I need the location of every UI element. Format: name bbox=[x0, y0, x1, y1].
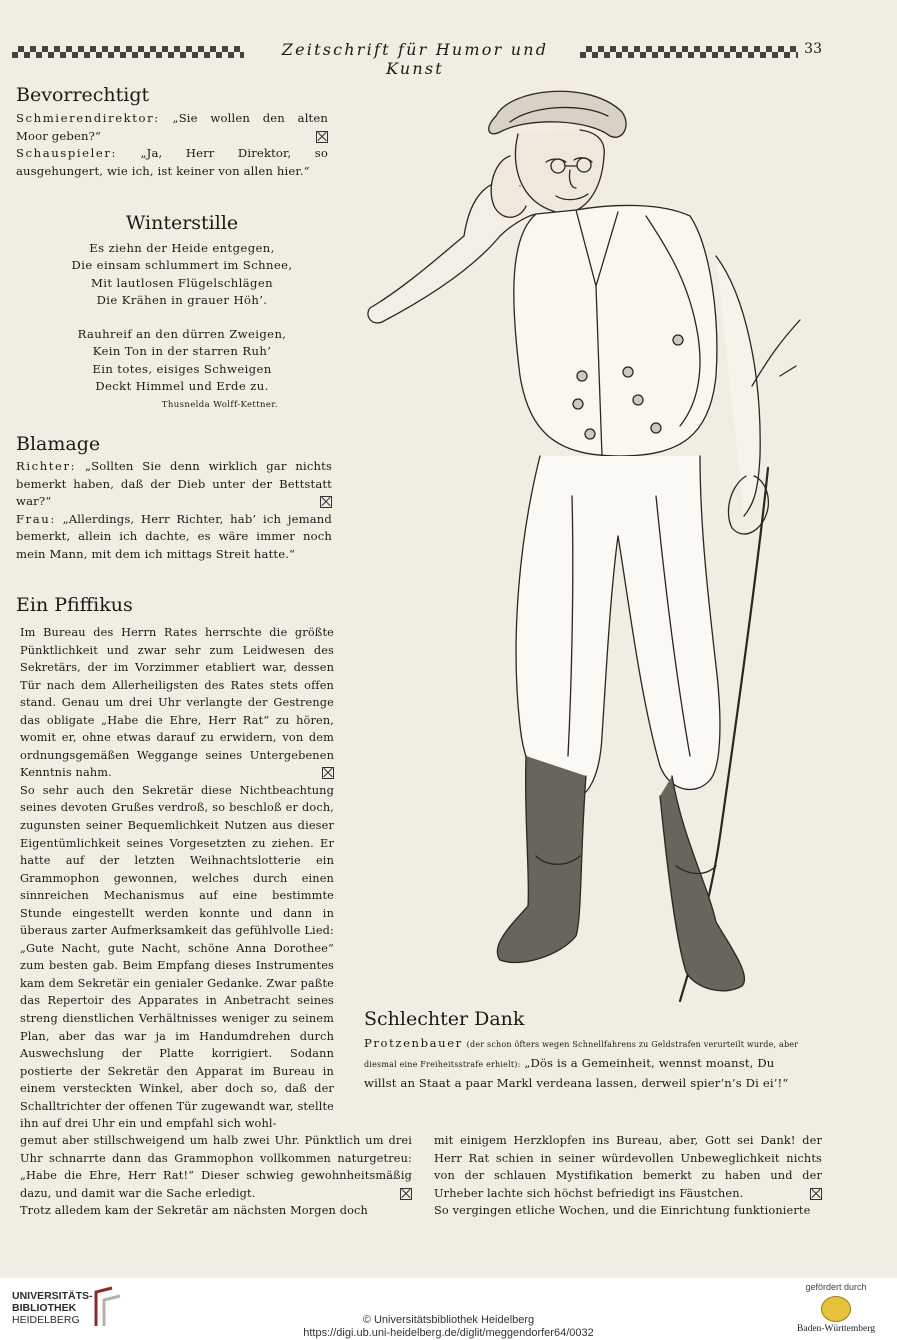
paragraph: Im Bureau des Herrn Rates herrschte die größte Pünktlichkeit und zwar sehr zum Leidwesen des Sekretärs, der im Vorzimmer etabliert war, dessen Tür nach dem Allerheiligsten des Rates stets offen stand. Genau um drei Uhr verlangte der Gestrenge das obligate „Habe die Ehre, Herr Rat“ zu hören, womit er, ohne etwas darauf zu erwidern, von dem ordnungsgemäßen Weggange seines Untergebenen Kenntnis nahm. bbox=[20, 626, 334, 780]
end-mark-icon bbox=[316, 131, 328, 143]
poem-line: Deckt Himmel und Erde zu. bbox=[95, 379, 269, 394]
poem-stanza-2 bbox=[16, 326, 348, 396]
heading-bevorrechtigt: Bevorrechtigt bbox=[16, 84, 150, 106]
library-name-line: UNIVERSITÄTS- bbox=[12, 1290, 93, 1302]
paragraph: mit einigem Herzklopfen ins Bureau, aber, Gott sei Dank! der Herr Rat schien in seiner würdevollen Unbeweglichkeit nichts von der schlauen Mystifikation bemerkt zu haben und der Urheber lachte sich höchst befriedigt ins Fäustchen. bbox=[434, 1134, 822, 1200]
poem-author: Thusnelda Wolff-Kettner. bbox=[161, 400, 278, 410]
speaker: Protzenbauer bbox=[364, 1036, 463, 1050]
dialog-line: „Sie wollen den alten Moor geben?“ bbox=[16, 111, 328, 143]
paragraph: gemut aber stillschweigend um halb zwei Uhr. Pünktlich um drei Uhr schnarrte dann das Grammophon vollkommen naturgetreu: „Habe die Ehre, Herr Rat!“ Dieser schwieg gewohnheitsmäßig dazu, und damit war die Sache erledigt. bbox=[20, 1134, 412, 1200]
state-name: Baden-Württemberg bbox=[797, 1324, 875, 1334]
checker-ornament-left bbox=[12, 46, 244, 58]
article-pfiffikus-column bbox=[20, 624, 334, 1133]
library-name-line: HEIDELBERG bbox=[12, 1314, 80, 1326]
paragraph: So vergingen etliche Wochen, und die Einrichtung funktionierte bbox=[434, 1204, 811, 1217]
copyright-notice: © Universitätsbibliothek Heidelberg bbox=[362, 1314, 535, 1326]
paragraph: Trotz alledem kam der Sekretär am nächsten Morgen doch bbox=[20, 1204, 368, 1217]
poem-stanza-1 bbox=[16, 240, 348, 310]
dialog-line: „Sollten Sie denn wirklich gar nichts bemerkt haben, daß der Dieb unter der Bettstatt war?“ bbox=[16, 459, 332, 509]
end-mark-icon bbox=[322, 767, 334, 779]
poem-line: Rauhreif an den dürren Zweigen, bbox=[77, 327, 287, 341]
library-footer bbox=[0, 1278, 897, 1340]
poem-line: Es ziehn der Heide entgegen, bbox=[89, 241, 275, 255]
dialog-line: Du willst an Staat a paar Markl verdeana lassen, derweil spier’n’s Di ei’!“ bbox=[364, 1056, 789, 1090]
end-mark-icon bbox=[810, 1188, 822, 1200]
caption-schlechter-dank bbox=[364, 1034, 809, 1092]
article-blamage bbox=[16, 458, 332, 564]
poem-line: Kein Ton in der starren Ruh’ bbox=[92, 344, 272, 359]
library-name-line: BIBLIOTHEK bbox=[12, 1302, 77, 1314]
speaker: Schauspieler: bbox=[16, 146, 118, 161]
poem-line: Die einsam schlummert im Schnee, bbox=[71, 258, 293, 273]
poem-line: Ein totes, eisiges Schweigen bbox=[92, 361, 272, 376]
poem-line: Die Krähen in grauer Höh’. bbox=[96, 293, 268, 308]
speaker: Richter: bbox=[16, 459, 77, 473]
speaker: Schmierendirektor: bbox=[16, 111, 160, 125]
journal-title: Zeitschrift für Humor und Kunst bbox=[281, 40, 549, 78]
end-mark-icon bbox=[400, 1188, 412, 1200]
dialog-line: „Ja, Herr Direktor, so ausgehungert, wie ich, ist keiner von allen hier.“ bbox=[16, 146, 328, 178]
article-bevorrechtigt bbox=[16, 110, 328, 180]
article-pfiffikus-bottom-right bbox=[434, 1132, 822, 1220]
checker-ornament-right bbox=[580, 46, 798, 58]
speaker: Frau: bbox=[16, 511, 56, 526]
heading-winterstille: Winterstille bbox=[125, 212, 239, 234]
dialog-line: „Dös is a Gemeinheit, wennst moanst, bbox=[524, 1056, 754, 1070]
permalink[interactable]: https://digi.ub.uni-heidelberg.de/diglit/meggendorfer64/0032 bbox=[303, 1327, 594, 1339]
caption-note: (der schon öfters wegen Schnellfahrens zu Geldstrafen verurteilt wurde, aber diesmal eine Freiheitsstrafe erhielt): bbox=[364, 1040, 799, 1069]
poem-line: Mit lautlosen Flügelschlägen bbox=[90, 275, 273, 290]
farmer-illustration bbox=[360, 76, 830, 1011]
end-mark-icon bbox=[320, 496, 332, 508]
page-number: 33 bbox=[804, 41, 822, 57]
paragraph: So sehr auch den Sekretär diese Nichtbeachtung seines devoten Grußes verdroß, so beschloß er doch, zugunsten seiner Bequemlichkeit Nutzen aus dieser Eigentümlichkeit seines Vorgesetzten zu ziehen. Er hatte auf der letzten Weihnachtslotterie ein Grammophon gewonnen, welches durch einen sinnreichen Mechanismus auf eine bestimmte Stunde eingestellt werden konnte und dann in überaus zarter Aufmerksamkeit das gefühlvolle Lied: „Gute Nacht, gute Nacht, schöne Anna Dorothee“ zum besten gab. Beim Empfang dieses Instrumentes kam dem Sekretär ein genialer Gedanke. Zwar paßte das Repertoir des Apparates in Anbetracht seines streng dienstlichen Verhältnisses weniger zu seinem Plan, aber das war ja im Handumdrehen durch Auswechslung der Platte korrigiert. Sodann postierte der Sekretär den Apparat im Bureau in einem versteckten Winkel, aber doch so, daß der Schalltrichter der offenen Tür zugewandt war, stellte ihn auf drei Uhr ein und empfahl sich wohl- bbox=[20, 783, 334, 1131]
funded-label: gefördert durch bbox=[805, 1282, 867, 1292]
funding-badge bbox=[780, 1282, 892, 1334]
page-header bbox=[12, 40, 887, 78]
article-pfiffikus-bottom-left bbox=[20, 1132, 412, 1220]
dialog-line: „Allerdings, Herr Richter, hab’ ich jemand bemerkt, allein ich dachte, es wäre immer noch mein Mann, mit dem ich mittags Streit hatte.“ bbox=[16, 511, 332, 561]
heading-pfiffikus: Ein Pfiffikus bbox=[16, 594, 133, 616]
heading-blamage: Blamage bbox=[16, 433, 101, 455]
heading-schlechter-dank: Schlechter Dank bbox=[364, 1008, 525, 1030]
coat-of-arms-icon bbox=[821, 1296, 851, 1322]
